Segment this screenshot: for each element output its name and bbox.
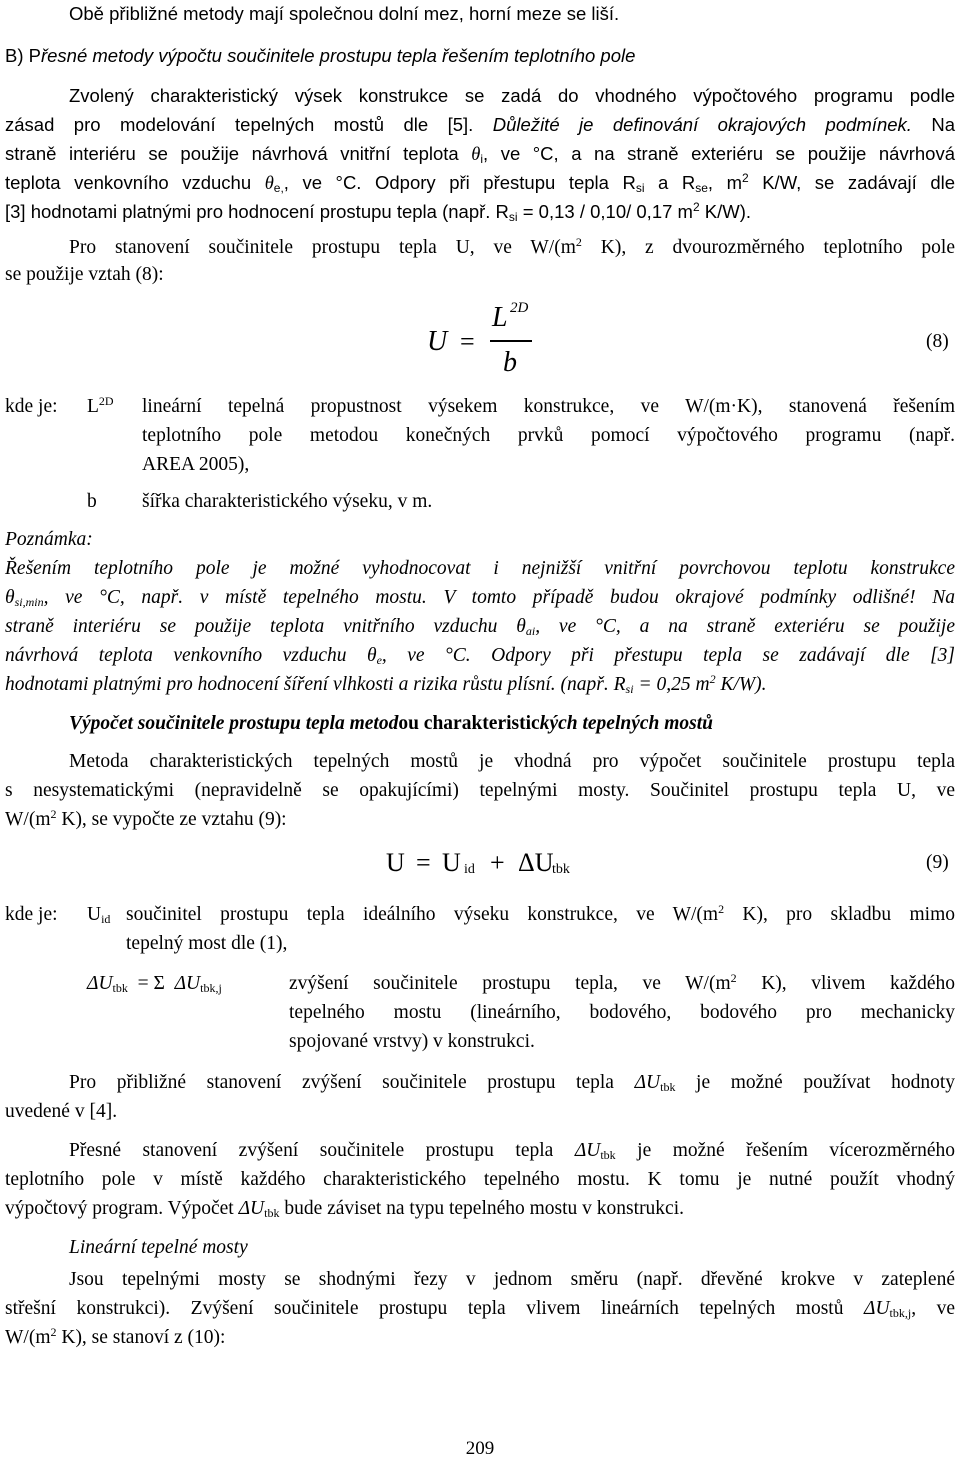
p1-l5b: = 0,13 / 0,10/ 0,17 m <box>517 201 693 222</box>
p4-line-1 <box>69 1071 955 1095</box>
equals-sigma: = Σ <box>137 973 165 994</box>
p6-l3b: K), se stanoví z (10): <box>56 1327 226 1348</box>
eq9-number: (9) <box>926 852 949 873</box>
where-symbol-Uid <box>87 903 110 927</box>
sup-2: 2 <box>575 235 582 249</box>
sub-si: si <box>508 210 518 224</box>
theta-symbol: θ <box>366 645 377 666</box>
L-symbol: L <box>87 396 99 417</box>
p2-l1b: K), z dvourozměrného teplotního pole <box>581 237 956 258</box>
note-l4c: , ve °C. Odpory při přestupu tepla se zadávají dle [3] <box>381 645 955 666</box>
where-b-text: šířka charakteristického výseku, v m. <box>142 491 433 512</box>
p1-line-4 <box>5 171 955 196</box>
note-l5d: K/W). <box>715 674 767 695</box>
p5-l1d: je možné řešením vícerozměrného <box>615 1140 955 1161</box>
where-Uid-line-1 <box>126 903 955 927</box>
where-symbol-deltaU <box>87 972 222 996</box>
p5-l1a: Přesné stanovení zvýšení součinitele prostupu tepla <box>69 1140 554 1161</box>
intro-line: Obě přibližné metody mají společnou dolní mez, horní meze se liší. <box>69 3 620 24</box>
theta-symbol: θ <box>516 616 526 637</box>
heading-part-a: Výpočet součinitele prostupu tepla metod <box>69 713 399 734</box>
eq9-id-sub: id <box>464 862 475 877</box>
eq8-U: U <box>427 326 448 357</box>
U-symbol: U <box>87 904 102 925</box>
note-l4a: návrhová teplota venkovního vzduchu <box>5 645 347 666</box>
note-line-5 <box>5 673 766 697</box>
sub-tbk: tbk <box>264 1206 280 1220</box>
theta-symbol: θ <box>264 174 274 194</box>
eq9-plus: + <box>490 848 505 877</box>
p1-line-1: Zvolený charakteristický výsek konstrukce se zadá do vhodného výpočtového programu podle <box>69 85 955 106</box>
p1-l4f: K/W, se zadávají dle <box>748 172 956 193</box>
p6-line-3 <box>5 1326 225 1350</box>
deltaU-symbol: ΔU <box>864 1298 890 1319</box>
heading-part-c: kých tepelných mostů <box>539 713 714 734</box>
sub-si-min: si,min <box>14 595 44 609</box>
eq9-deltaU: ΔU <box>518 848 554 877</box>
p6-l2a: střešní konstrukci). Zvýšení součinitele prostupu tepla vlivem lineárních tepelných mostů <box>5 1298 844 1319</box>
p5-line-3 <box>5 1197 684 1221</box>
note-l2b: , ve °C, např. v místě tepelného mostu. V tomto případě budou okrajové podmínky odlišné! Na <box>43 587 955 608</box>
p6-l2d: , ve <box>911 1298 956 1319</box>
p4-line-2: uvedené v [4]. <box>5 1101 118 1122</box>
sub-id: id <box>101 912 111 926</box>
where-label-1: kde je: <box>5 396 58 417</box>
p1-l2b: Důležité je definování okrajových podmínek. <box>492 114 912 135</box>
p1-l5a: [3] hodnotami platnými pro hodnocení prostupu tepla (např. R <box>5 201 509 222</box>
deltaU-symbol: ΔU <box>174 973 201 994</box>
where-deltaU-line-3: spojované vrstvy) v konstrukci. <box>289 1031 535 1052</box>
where-symbol-L2D <box>87 395 114 419</box>
sup-2: 2 <box>709 672 716 686</box>
sup-2: 2 <box>50 807 57 821</box>
where-deltaU-l1b: K), vlivem každého <box>736 973 955 994</box>
section-b-prefix: B) P <box>5 45 41 66</box>
note-line-3 <box>5 615 955 639</box>
p3-line-2: s nesystematickými (nepravidelně se opakujícími) tepelnými mosty. Součinitel prostupu tepla U, ve <box>5 780 955 801</box>
where-Uid-l1a: součinitel prostupu tepla ideálního výseku konstrukce, ve W/(m <box>126 904 719 925</box>
heading-part-b: ou charakteristic <box>398 713 540 734</box>
p5-line-1 <box>69 1139 955 1163</box>
sub-tbkj: tbk,j <box>889 1306 912 1320</box>
eq8-number: (8) <box>926 331 949 352</box>
where-deltaU-line-1 <box>289 972 955 996</box>
sup-2: 2 <box>50 1325 57 1339</box>
section-b-title: řesné metody výpočtu součinitele prostupu tepla řešením teplotního pole <box>40 45 636 66</box>
theta-symbol: θ <box>471 145 481 165</box>
deltaU-symbol: ΔU <box>574 1140 601 1161</box>
subsection-linear-bridges: Lineární tepelné mosty <box>69 1237 248 1258</box>
sub-tbk: tbk <box>112 981 128 995</box>
deltaU-symbol: ΔU <box>238 1198 265 1219</box>
p4-l1a: Pro přibližné stanovení zvýšení součinitele prostupu tepla <box>69 1072 614 1093</box>
where-label-2: kde je: <box>5 904 58 925</box>
p6-l3a: W/(m <box>5 1327 51 1348</box>
where-L2D-line-3: AREA 2005), <box>142 454 250 475</box>
sup-2: 2 <box>692 200 700 214</box>
p1-l4e: , m <box>707 172 742 193</box>
note-line-1: Řešením teplotního pole je možné vyhodnocovat i nejnižší vnitřní povrchovou teplotu konstrukce <box>5 558 955 579</box>
sub-si: si <box>635 181 645 195</box>
p3-l3a: W/(m <box>5 809 51 830</box>
where-deltaU-l1a: zvýšení součinitele prostupu tepla, ve W/(m <box>289 973 731 994</box>
note-l3c: , ve °C, a na straně exteriéru se použije <box>535 616 955 637</box>
p1-line-2 <box>5 113 955 137</box>
p6-line-1: Jsou tepelnými mosty se shodnými řezy v jednom směru (např. dřevěné krokve v zateplené <box>69 1269 955 1290</box>
deltaU-symbol: ΔU <box>634 1072 661 1093</box>
eq8-fraction-bar <box>490 340 532 342</box>
where-deltaU-line-2: tepelného mostu (lineárního, bodového, bodového pro mechanicky <box>289 1002 955 1023</box>
sub-tbk: tbk <box>600 1148 616 1162</box>
sup-2: 2 <box>742 171 749 185</box>
p1-line-3 <box>5 142 955 167</box>
p4-l1d: je možné používat hodnoty <box>675 1072 955 1093</box>
theta-symbol: θ <box>5 587 15 608</box>
sub-e: e, <box>273 181 284 195</box>
p1-l5c: K/W). <box>699 201 752 222</box>
sup-2: 2 <box>730 971 737 985</box>
note-line-2 <box>5 586 955 610</box>
eq9-Uid: U <box>442 848 461 877</box>
where-Uid-line-2: tepelný most dle (1), <box>126 933 288 954</box>
where-Uid-l1b: K), pro skladbu mimo <box>724 904 955 925</box>
sub-tbkj: tbk,j <box>200 981 222 995</box>
note-l5c: = 0,25 m <box>633 674 710 695</box>
eq8-equals: = <box>460 327 475 356</box>
p3-l3b: K), se vypočte ze vztahu (9): <box>56 809 287 830</box>
sup-2D: 2D <box>98 394 114 408</box>
note-line-4 <box>5 644 955 668</box>
p1-l2c: Na <box>931 114 956 135</box>
p1-line-5 <box>5 200 751 224</box>
note-l5a: hodnotami platnými pro hodnocení šíření vlhkosti a rizika růstu plísní. (např. R <box>5 674 626 695</box>
where-L2D-line-1: lineární tepelná propustnost výsekem konstrukce, ve W/(m·K), stanovená řešením <box>142 396 955 417</box>
p1-l4c: Odpory při přestupu tepla R <box>375 172 636 193</box>
p3-line-3 <box>5 808 287 832</box>
page-number: 209 <box>465 1438 495 1459</box>
eq8-b: b <box>503 347 517 378</box>
sub-i: i <box>480 152 484 166</box>
note-label: Poznámka: <box>5 529 93 550</box>
sub-tbk: tbk <box>660 1080 676 1094</box>
sub-se: se <box>695 181 708 195</box>
p1-l3a: straně interiéru se použije návrhová vnitřní teplota <box>5 143 459 164</box>
p3-line-1: Metoda charakteristických tepelných mostů je vhodná pro výpočet součinitele prostupu tepla <box>69 751 955 772</box>
p5-l3a: výpočtový program. Výpočet <box>5 1198 234 1219</box>
sub-ai: ai <box>525 624 536 638</box>
eq9-tbk-sub: tbk <box>552 862 570 877</box>
eq9-U: U <box>386 848 405 877</box>
p1-l3b: , ve °C, a na straně exteriéru se použije návrhová <box>483 143 955 164</box>
p1-l4d: a R <box>644 172 696 193</box>
sup-2: 2 <box>718 902 725 916</box>
section-b-heading <box>5 44 635 68</box>
p2-line-2: se použije vztah (8): <box>5 264 164 285</box>
p5-l3d: bude záviset na typu tepelného mostu v konstrukci. <box>279 1198 685 1219</box>
sub-si: si <box>625 682 634 696</box>
note-l3a: straně interiéru se použije teplota vnitřního vzduchu <box>5 616 498 637</box>
where-symbol-b: b <box>87 491 97 512</box>
p1-l2a: zásad pro modelování tepelných mostů dle [5]. <box>5 114 474 135</box>
section-heading-characteristic <box>69 712 713 736</box>
eq8-L: L <box>492 302 508 333</box>
p6-line-2 <box>5 1297 955 1321</box>
eq9-equals: = <box>416 848 431 877</box>
p5-line-2: teplotního pole v místě každého charakteristického tepelného mostu. K tomu je nutné použít vhodný <box>5 1169 955 1190</box>
deltaU-symbol: ΔU <box>87 973 113 994</box>
where-L2D-line-2: teplotního pole metodou konečných prvků pomocí výpočtového programu (např. <box>142 425 955 446</box>
p2-line-1 <box>69 236 955 260</box>
eq8-2D: 2D <box>510 300 529 316</box>
sub-e: e <box>376 653 382 667</box>
p1-l4b: , ve °C. <box>283 172 362 193</box>
p1-l4a: teplota venkovního vzduchu <box>5 172 252 193</box>
p2-l1a: Pro stanovení součinitele prostupu tepla U, ve W/(m <box>69 237 576 258</box>
